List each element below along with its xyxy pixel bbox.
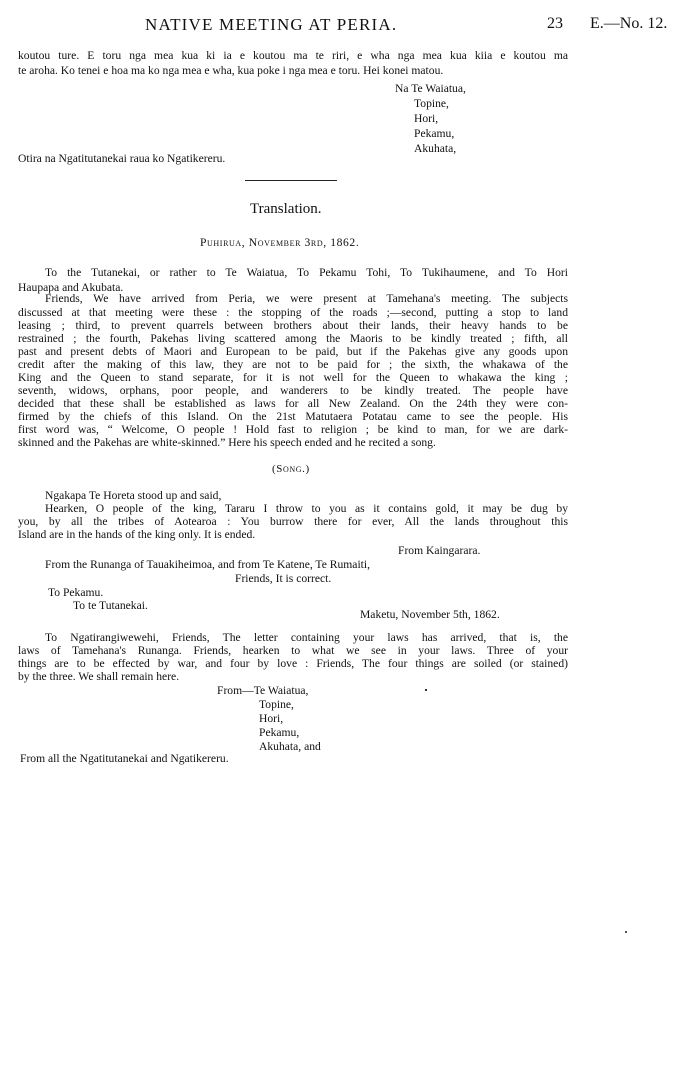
maori-signatory: Hori, — [414, 112, 439, 125]
maori-text-line: koutou ture. E toru nga mea kua ki ia e koutou ma te riri, e wha nga mea kua kiia e koutou ma — [18, 49, 568, 62]
running-head-title: NATIVE MEETING AT PERIA. — [145, 15, 398, 34]
song-label: (Song.) — [272, 463, 310, 475]
song-addressee: To te Tutanekai. — [73, 599, 148, 612]
translation-heading: Translation. — [250, 201, 322, 217]
letter2-signatory: Pekamu, — [259, 726, 300, 739]
letter-line: credit after the making of this law, they are not to be paid for ; the sixth, the whakawa of the — [18, 358, 568, 371]
letter2-dateline: Maketu, November 5th, 1862. — [360, 608, 500, 621]
letter2-line: To Ngatirangiwewehi, Friends, The letter containing your laws has arrived, that is, the — [45, 631, 568, 644]
song-line: Island are in the hands of the king only. It is ended. — [18, 528, 256, 541]
letter-line: firmed by the chiefs of this Island. On the 21st Matutaera Potatau came to see the people. His — [18, 410, 568, 423]
song-correct: Friends, It is correct. — [235, 572, 332, 585]
letter2-signatory: From—Te Waiatua, — [217, 684, 309, 697]
letter-line: Friends, We have arrived from Peria, we were present at Tamehana's meeting. The subjects — [45, 292, 568, 305]
page-number: 23 — [547, 15, 563, 32]
maori-text-line: te aroha. Ko tenei e hoa ma ko nga mea e wha, kua poke i nga mea e toru. Hei konei matou. — [18, 64, 444, 77]
letter2-signatory: Hori, — [259, 712, 284, 725]
maori-signatory: Topine, — [414, 97, 449, 110]
letter-line: first word was, “ Welcome, O people ! Hold fast to religion ; be kind to man, for we are dark- — [18, 423, 568, 436]
song-runanga: From the Runanga of Tauakiheimoa, and from Te Katene, Te Rumaiti, — [45, 558, 371, 571]
document-reference: E.—No. 12. — [590, 15, 668, 32]
maori-closing: Otira na Ngatitutanekai raua ko Ngatikereru. — [18, 152, 226, 165]
dateline: Puhirua, November 3rd, 1862. — [200, 236, 360, 249]
letter-line: seventh, widows, orphans, poor people, and wanderers to be kindly treated. The people have — [18, 384, 568, 397]
ink-speck — [425, 689, 427, 691]
letter-line: leasing ; third, to prevent quarrels between brothers about their lands, their heavy hands to be — [18, 319, 568, 332]
letter-line: skinned and the Pakehas are white-skinned.” Here his speech ended and he recited a song. — [18, 436, 436, 449]
letter-line: restrained ; the fourth, Pakehas living scattered among the Maoris to be kindly treated ; fifth, all — [18, 332, 568, 345]
song-addressee: To Pekamu. — [48, 586, 104, 599]
song-line: you, by all the tribes of Aotearoa : You burrow there for ever, All the lands throughout this — [18, 515, 568, 528]
song-from: From Kaingarara. — [398, 544, 481, 557]
letter2-signatory: Akuhata, and — [259, 740, 321, 753]
letter2-line: laws of Tamehana's Runanga. Friends, hearken to what we see in your laws. Three of your — [18, 644, 568, 657]
song-line: Ngakapa Te Horeta stood up and said, — [45, 489, 222, 502]
letter-line: past and present debts of Maori and European to be paid, but if the Pakehas give any goods upon — [18, 345, 568, 358]
ink-speck — [625, 931, 627, 933]
section-divider — [245, 180, 337, 181]
maori-signatory: Akuhata, — [414, 142, 457, 155]
letter-line: To the Tutanekai, or rather to Te Waiatua, To Pekamu Tohi, To Tukihaumene, and To Hori — [45, 266, 568, 279]
letter2-line: things are to be effected by war, and four by love : Friends, The four things are soiled (or stained) — [18, 657, 568, 670]
letter2-closing: From all the Ngatitutanekai and Ngatikereru. — [20, 752, 229, 765]
letter2-signatory: Topine, — [259, 698, 294, 711]
letter-line: Haupapa and Akubata. — [18, 281, 124, 294]
letter2-line: by the three. We shall remain here. — [18, 670, 180, 683]
letter-line: discussed at that meeting were these : the stopping of the roads ;—second, putting a stop to land — [18, 306, 568, 319]
letter-line: King and the Queen to stand separate, for it is not well for the Queen to whakawa the king ; — [18, 371, 568, 384]
maori-signatory: Na Te Waiatua, — [395, 82, 466, 95]
song-line: Hearken, O people of the king, Tararu I throw to you as it contains gold, it may be dug by — [45, 502, 568, 515]
letter-line: decided that these shall be established as laws for all New Zealand. On the 24th they were con- — [18, 397, 568, 410]
maori-signatory: Pekamu, — [414, 127, 455, 140]
